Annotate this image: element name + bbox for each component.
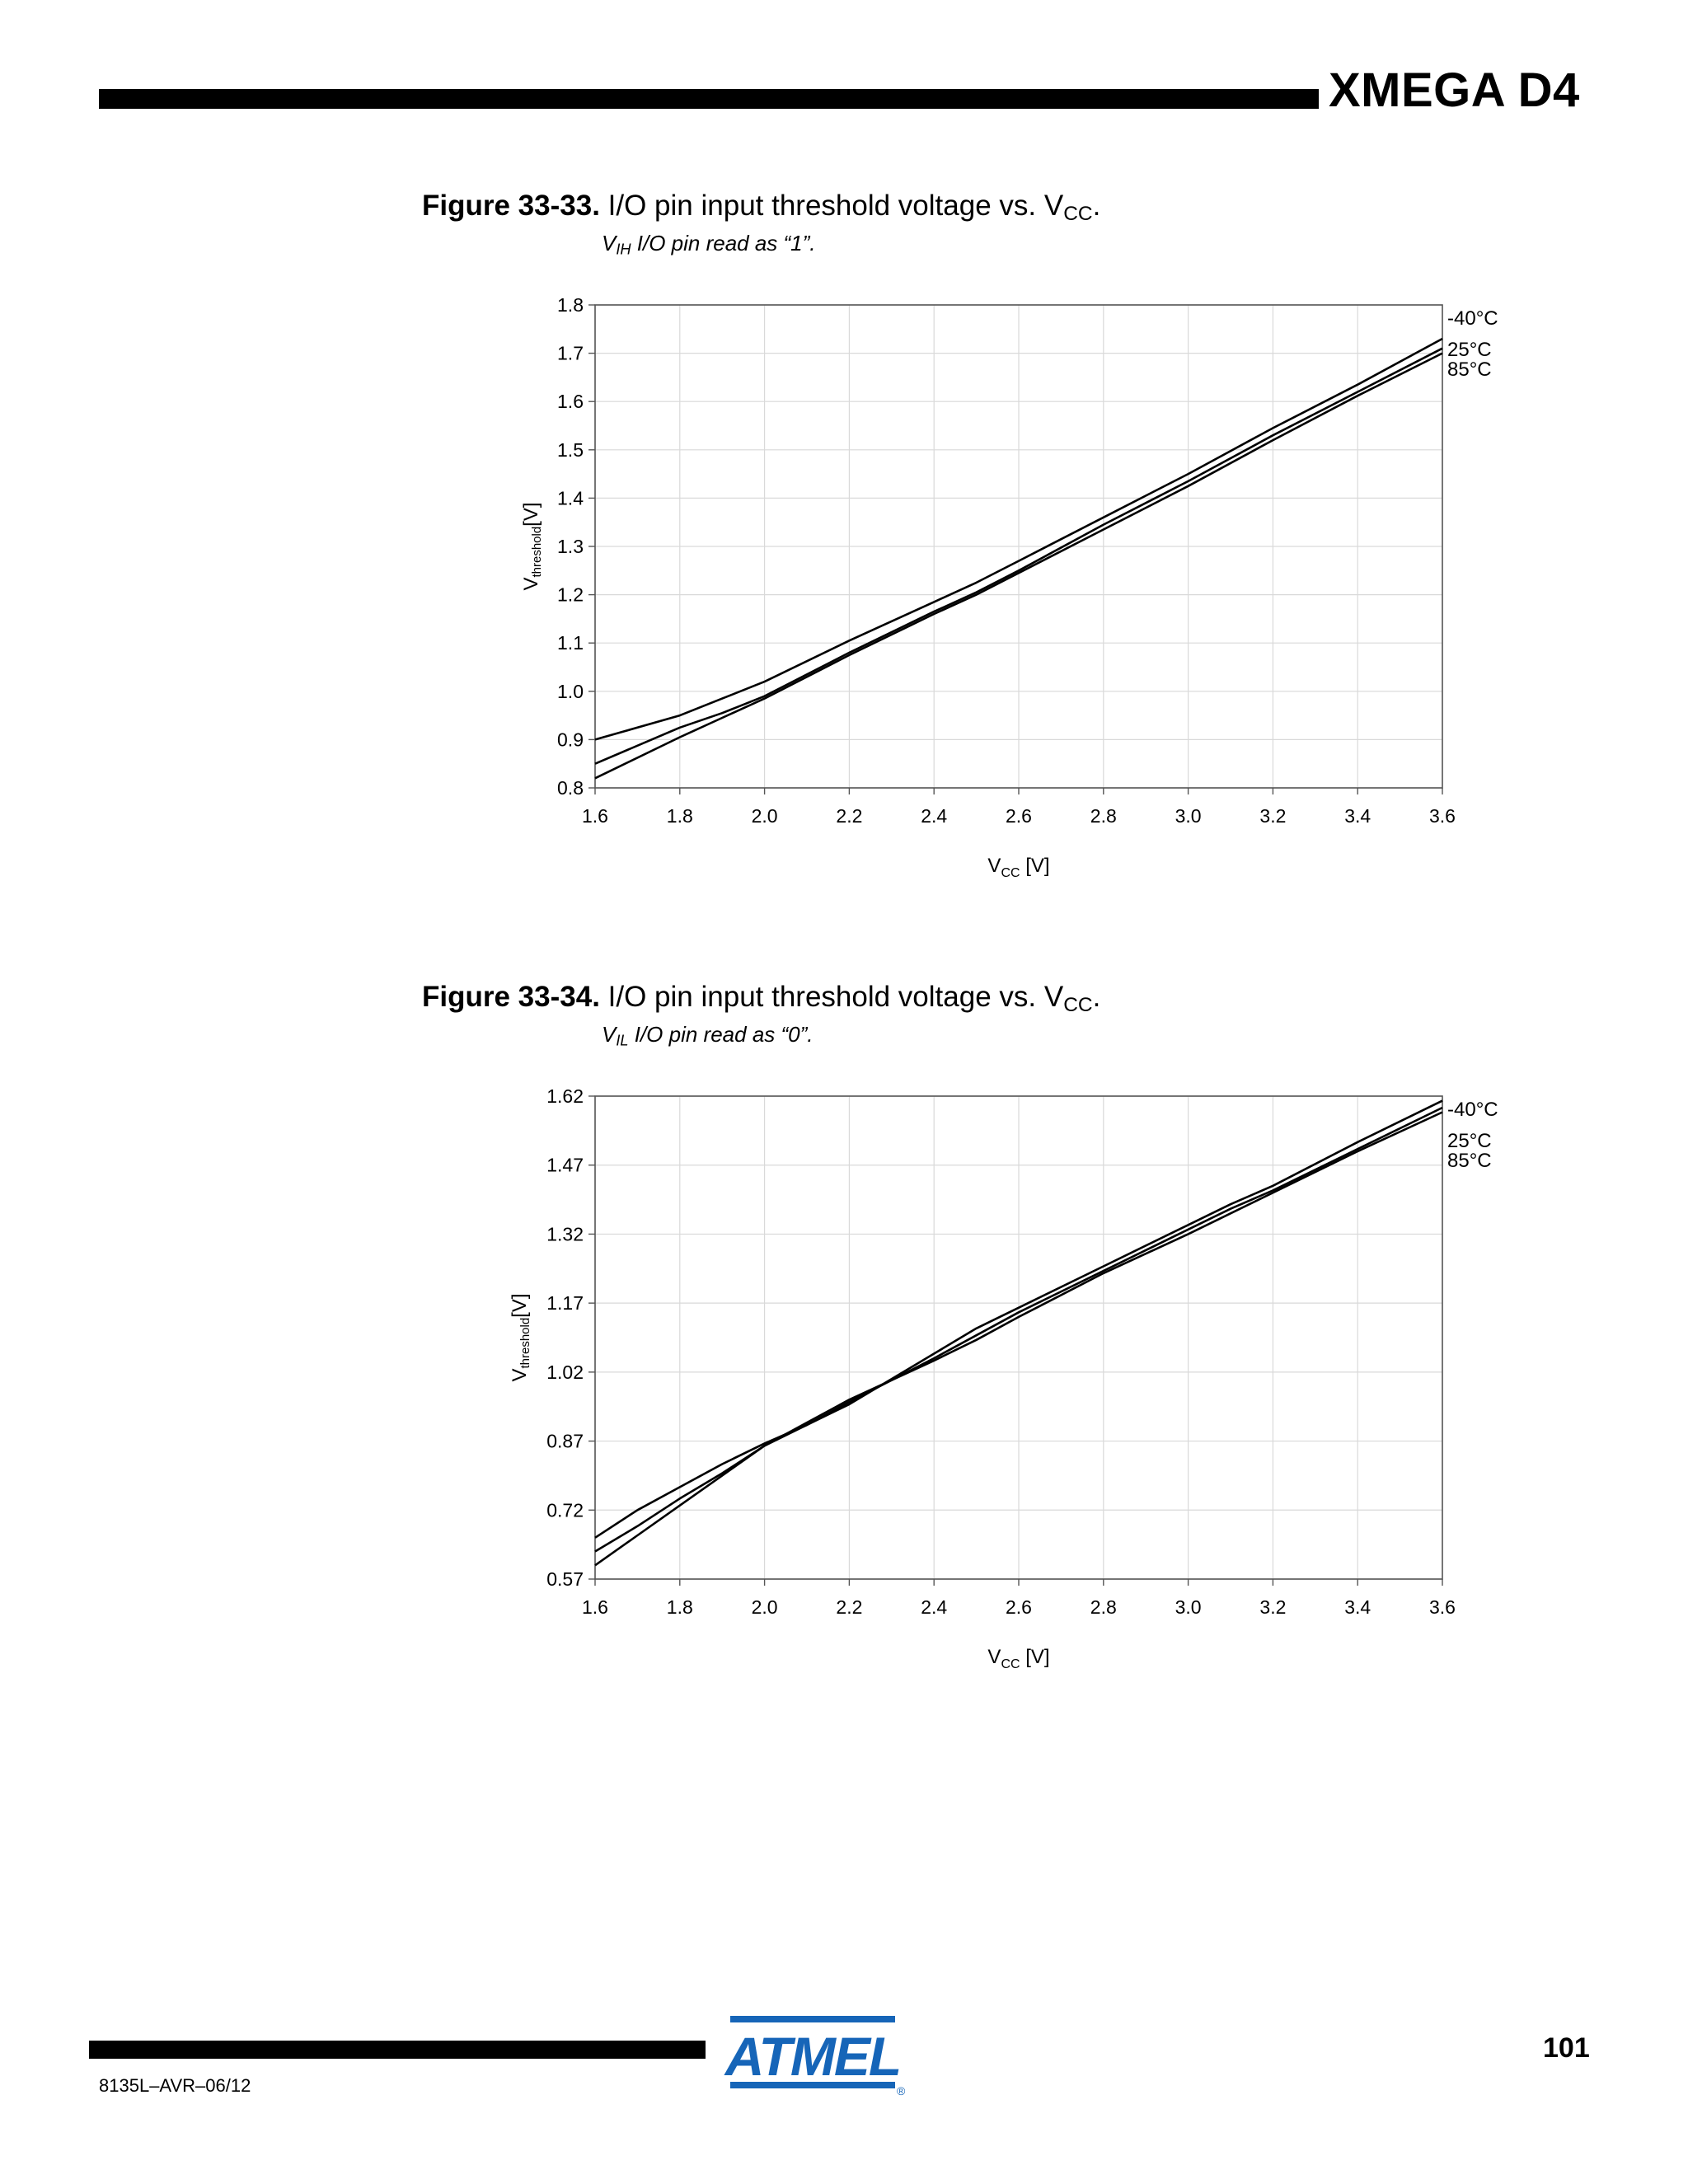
y-tick-label: 1.4 (557, 487, 584, 509)
x-tick-label: 1.8 (666, 1596, 693, 1618)
figure-caption-end: . (1092, 190, 1101, 222)
y-tick-label: 0.8 (557, 777, 584, 799)
x-tick-label: 3.6 (1429, 805, 1456, 827)
x-axis-label-sub: CC (1001, 866, 1020, 880)
x-tick-label: 2.6 (1006, 805, 1032, 827)
y-tick-label: 1.3 (557, 536, 584, 557)
legend-label: 85°C (1447, 1150, 1492, 1172)
figure-caption-text: I/O pin input threshold voltage vs. V (607, 981, 1064, 1013)
y-axis-label-sub: threshold (530, 526, 544, 578)
x-tick-label: 2.2 (836, 805, 863, 827)
x-axis-label (987, 855, 1049, 880)
x-tick-label: 2.6 (1006, 1596, 1032, 1618)
x-tick-label: 3.0 (1175, 805, 1202, 827)
figure-subtitle-v: V (602, 1022, 617, 1047)
y-tick-label: 0.57 (546, 1568, 584, 1590)
x-tick-label: 2.0 (751, 805, 778, 827)
figure-subtitle-text: I/O pin read as “1”. (631, 231, 816, 255)
legend-label: 25°C (1447, 339, 1492, 361)
figure-subtitle-v: V (602, 231, 617, 255)
chart-vil (0, 1071, 1688, 1698)
y-tick-label: 1.2 (557, 583, 584, 606)
y-tick-label: 1.17 (546, 1292, 584, 1315)
legend-label: 85°C (1447, 359, 1492, 381)
y-tick-label: 1.02 (546, 1361, 584, 1383)
y-tick-label: 0.72 (546, 1499, 584, 1521)
y-tick-label: 1.5 (557, 438, 584, 461)
x-tick-label: 2.4 (921, 805, 948, 827)
y-axis-label-unit: [V] (509, 1293, 531, 1318)
x-tick-label: 2.8 (1090, 1596, 1117, 1618)
legend-label: -40°C (1447, 307, 1498, 330)
chart-vih (0, 280, 1688, 907)
y-tick-label: 1.47 (546, 1154, 584, 1176)
x-axis-label-sub: CC (1001, 1657, 1020, 1671)
y-tick-label: 1.0 (557, 680, 584, 702)
y-tick-label: 0.87 (546, 1430, 584, 1452)
figure-subtitle-subscript: IL (616, 1032, 629, 1049)
y-axis-label-sub: threshold (518, 1317, 532, 1369)
header-rule (99, 89, 1319, 109)
figure-caption-subscript: CC (1063, 994, 1093, 1017)
y-axis-label (509, 1293, 532, 1381)
y-axis-label-unit: [V] (520, 502, 542, 527)
y-tick-label: 1.8 (557, 294, 584, 316)
figure-subtitle-subscript: IH (616, 241, 631, 258)
x-tick-label: 3.4 (1344, 1596, 1372, 1618)
x-tick-label: 1.6 (582, 805, 608, 827)
x-tick-label: 3.2 (1259, 1596, 1287, 1618)
figure-number: Figure 33-33. (422, 190, 600, 222)
x-tick-label: 3.4 (1344, 805, 1372, 827)
figure-caption-end: . (1092, 981, 1101, 1013)
atmel-logo (724, 2009, 905, 2100)
x-axis-label-v: V (987, 1646, 1001, 1668)
x-axis-label-unit: [V] (1020, 1646, 1050, 1668)
y-axis-label-v: V (520, 577, 542, 591)
legend-label: -40°C (1447, 1099, 1498, 1121)
figure-subtitle (602, 1022, 814, 1050)
logo-text: ATMEL (724, 2026, 901, 2087)
x-tick-label: 3.2 (1259, 805, 1287, 827)
x-tick-label: 1.8 (666, 805, 693, 827)
figure-caption-subscript: CC (1063, 203, 1093, 226)
y-tick-label: 1.1 (557, 632, 584, 654)
document-code: 8135L–AVR–06/12 (99, 2075, 251, 2096)
document-title: XMEGA D4 (1329, 63, 1580, 117)
x-tick-label: 1.6 (582, 1596, 608, 1618)
y-tick-label: 1.32 (546, 1223, 584, 1245)
figure-caption-text: I/O pin input threshold voltage vs. V (607, 190, 1064, 222)
y-axis-label-v: V (509, 1368, 531, 1382)
x-axis-label (987, 1646, 1049, 1671)
figure-number: Figure 33-34. (422, 981, 600, 1013)
y-tick-label: 1.7 (557, 342, 584, 364)
x-axis-label-v: V (987, 855, 1001, 877)
x-tick-label: 2.4 (921, 1596, 948, 1618)
footer-rule (89, 2041, 706, 2059)
logo-registered-mark: ® (897, 2084, 905, 2097)
figure-subtitle (602, 231, 816, 259)
y-tick-label: 1.6 (557, 391, 584, 413)
x-tick-label: 3.6 (1429, 1596, 1456, 1618)
figure-caption (422, 981, 1100, 1017)
x-tick-label: 2.0 (751, 1596, 778, 1618)
x-tick-label: 2.8 (1090, 805, 1117, 827)
x-tick-label: 3.0 (1175, 1596, 1202, 1618)
figure-caption (422, 190, 1100, 226)
y-tick-label: 0.9 (557, 729, 584, 751)
y-axis-label (520, 502, 544, 590)
x-tick-label: 2.2 (836, 1596, 863, 1618)
legend-label: 25°C (1447, 1130, 1492, 1152)
page-number: 101 (1543, 2032, 1590, 2064)
figure-subtitle-text: I/O pin read as “0”. (628, 1022, 814, 1047)
y-tick-label: 1.62 (546, 1085, 584, 1107)
x-axis-label-unit: [V] (1020, 855, 1050, 877)
